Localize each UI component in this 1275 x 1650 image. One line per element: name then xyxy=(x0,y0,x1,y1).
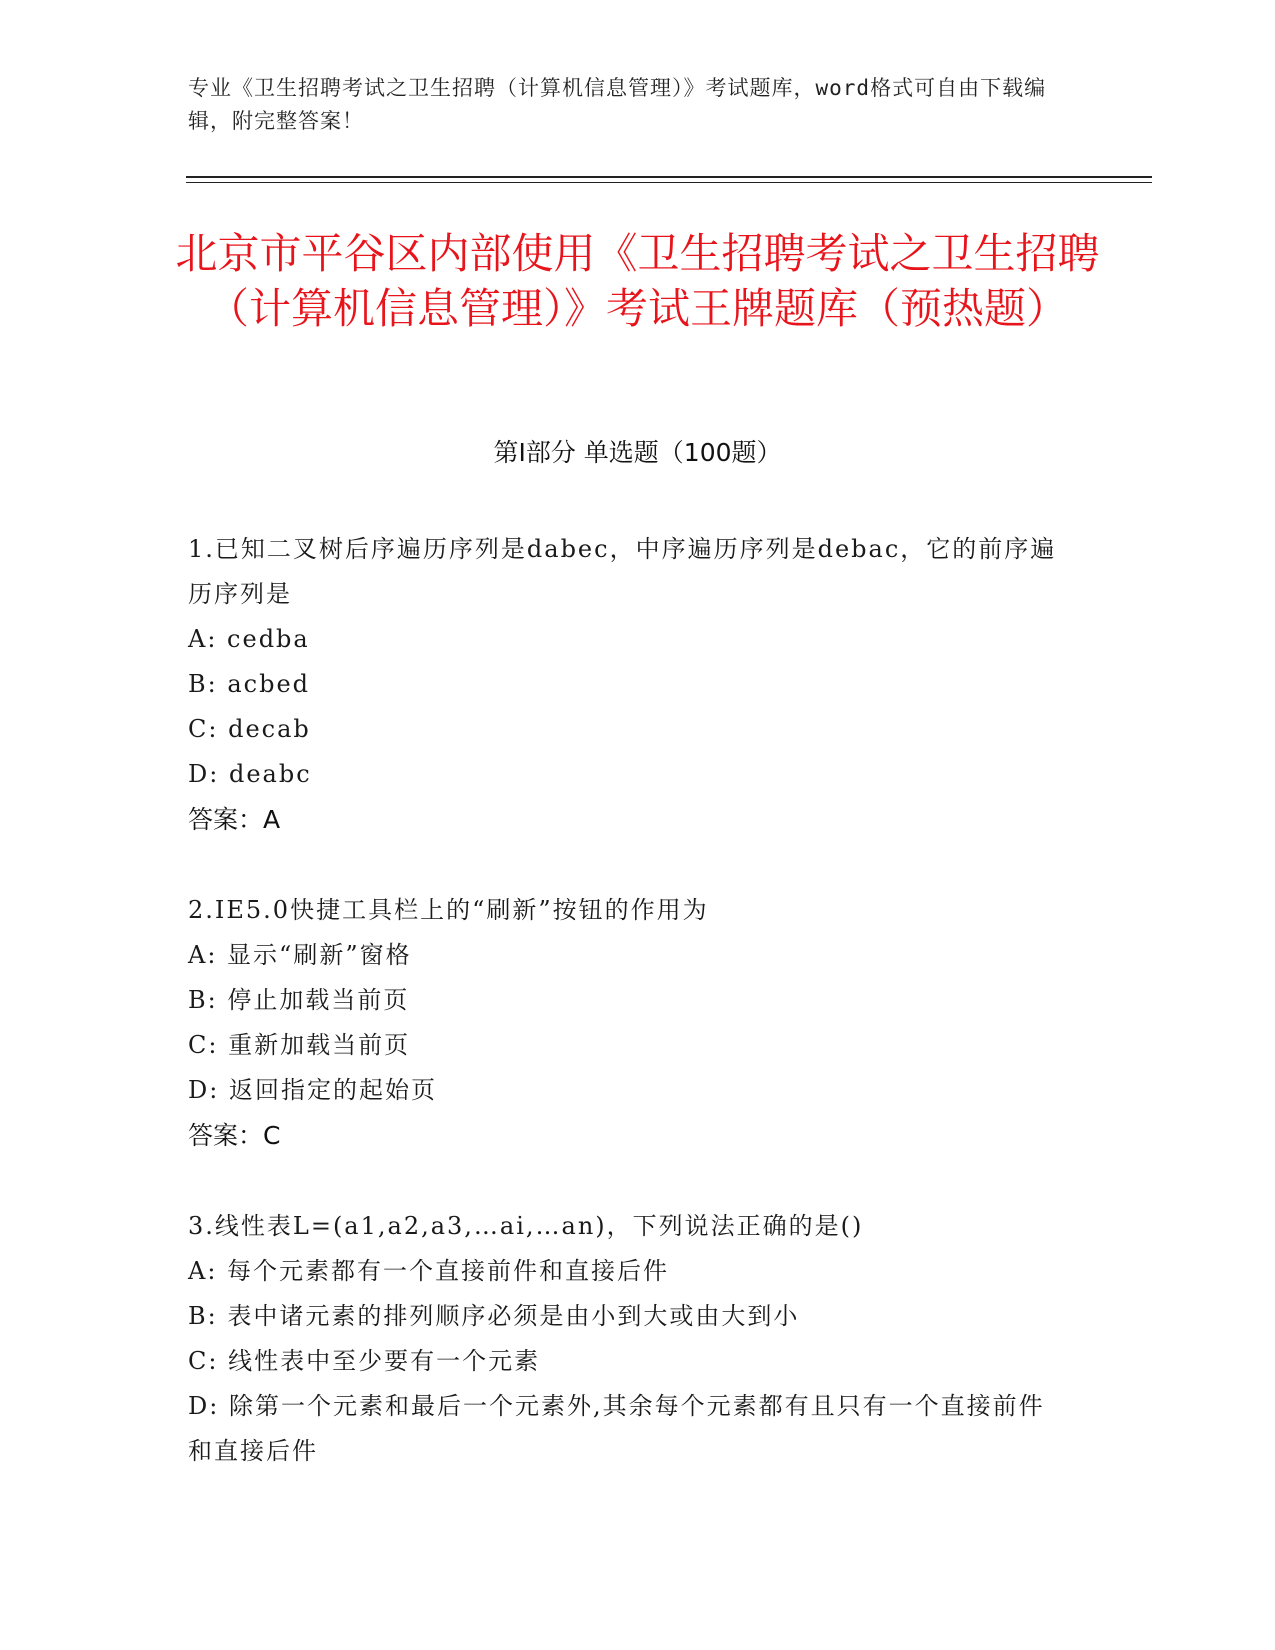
section-heading: 第Ⅰ部分 单选题（100题） xyxy=(493,438,782,467)
question-1 xyxy=(188,527,1068,842)
option-c: C: 线性表中至少要有一个元素 xyxy=(188,1347,541,1375)
option-a: A: 每个元素都有一个直接前件和直接后件 xyxy=(188,1257,670,1285)
question-text: 2.IE5.0快捷工具栏上的“刷新”按钮的作用为 xyxy=(188,896,709,924)
option-c: C: 重新加载当前页 xyxy=(188,1031,411,1059)
option-a: A: cedba xyxy=(188,625,310,653)
option-b: B: 停止加载当前页 xyxy=(188,986,410,1014)
header-rule-thick xyxy=(186,176,1152,178)
document-title: 北京市平谷区内部使用《卫生招聘考试之卫生招聘（计算机信息管理）》考试王牌题库（预热题） xyxy=(175,229,1100,333)
option-b: B: 表中诸元素的排列顺序必须是由小到大或由大到小 xyxy=(188,1302,800,1330)
answer: 答案：C xyxy=(188,1121,281,1150)
question-3 xyxy=(188,1204,1068,1474)
question-text: 1.已知二叉树后序遍历序列是dabec，中序遍历序列是debac，它的前序遍历序列是 xyxy=(188,535,1057,608)
option-d: D: 返回指定的起始页 xyxy=(188,1076,437,1104)
question-text: 3.线性表L=(a1,a2,a3,…ai,…an)，下列说法正确的是() xyxy=(188,1212,864,1240)
header-note: 专业《卫生招聘考试之卫生招聘（计算机信息管理）》考试题库，word格式可自由下载编辑，附完整答案！ xyxy=(188,76,1047,133)
option-b: B: acbed xyxy=(188,670,311,698)
answer: 答案：A xyxy=(188,805,281,834)
option-a: A: 显示“刷新”窗格 xyxy=(188,941,412,969)
question-2 xyxy=(188,888,1068,1158)
header-rule-thin xyxy=(186,182,1152,183)
question-list xyxy=(188,527,1068,1520)
option-d: D: 除第一个元素和最后一个元素外,其余每个元素都有且只有一个直接前件和直接后件 xyxy=(188,1392,1045,1465)
option-d: D: deabc xyxy=(188,760,312,788)
option-c: C: decab xyxy=(188,715,311,743)
